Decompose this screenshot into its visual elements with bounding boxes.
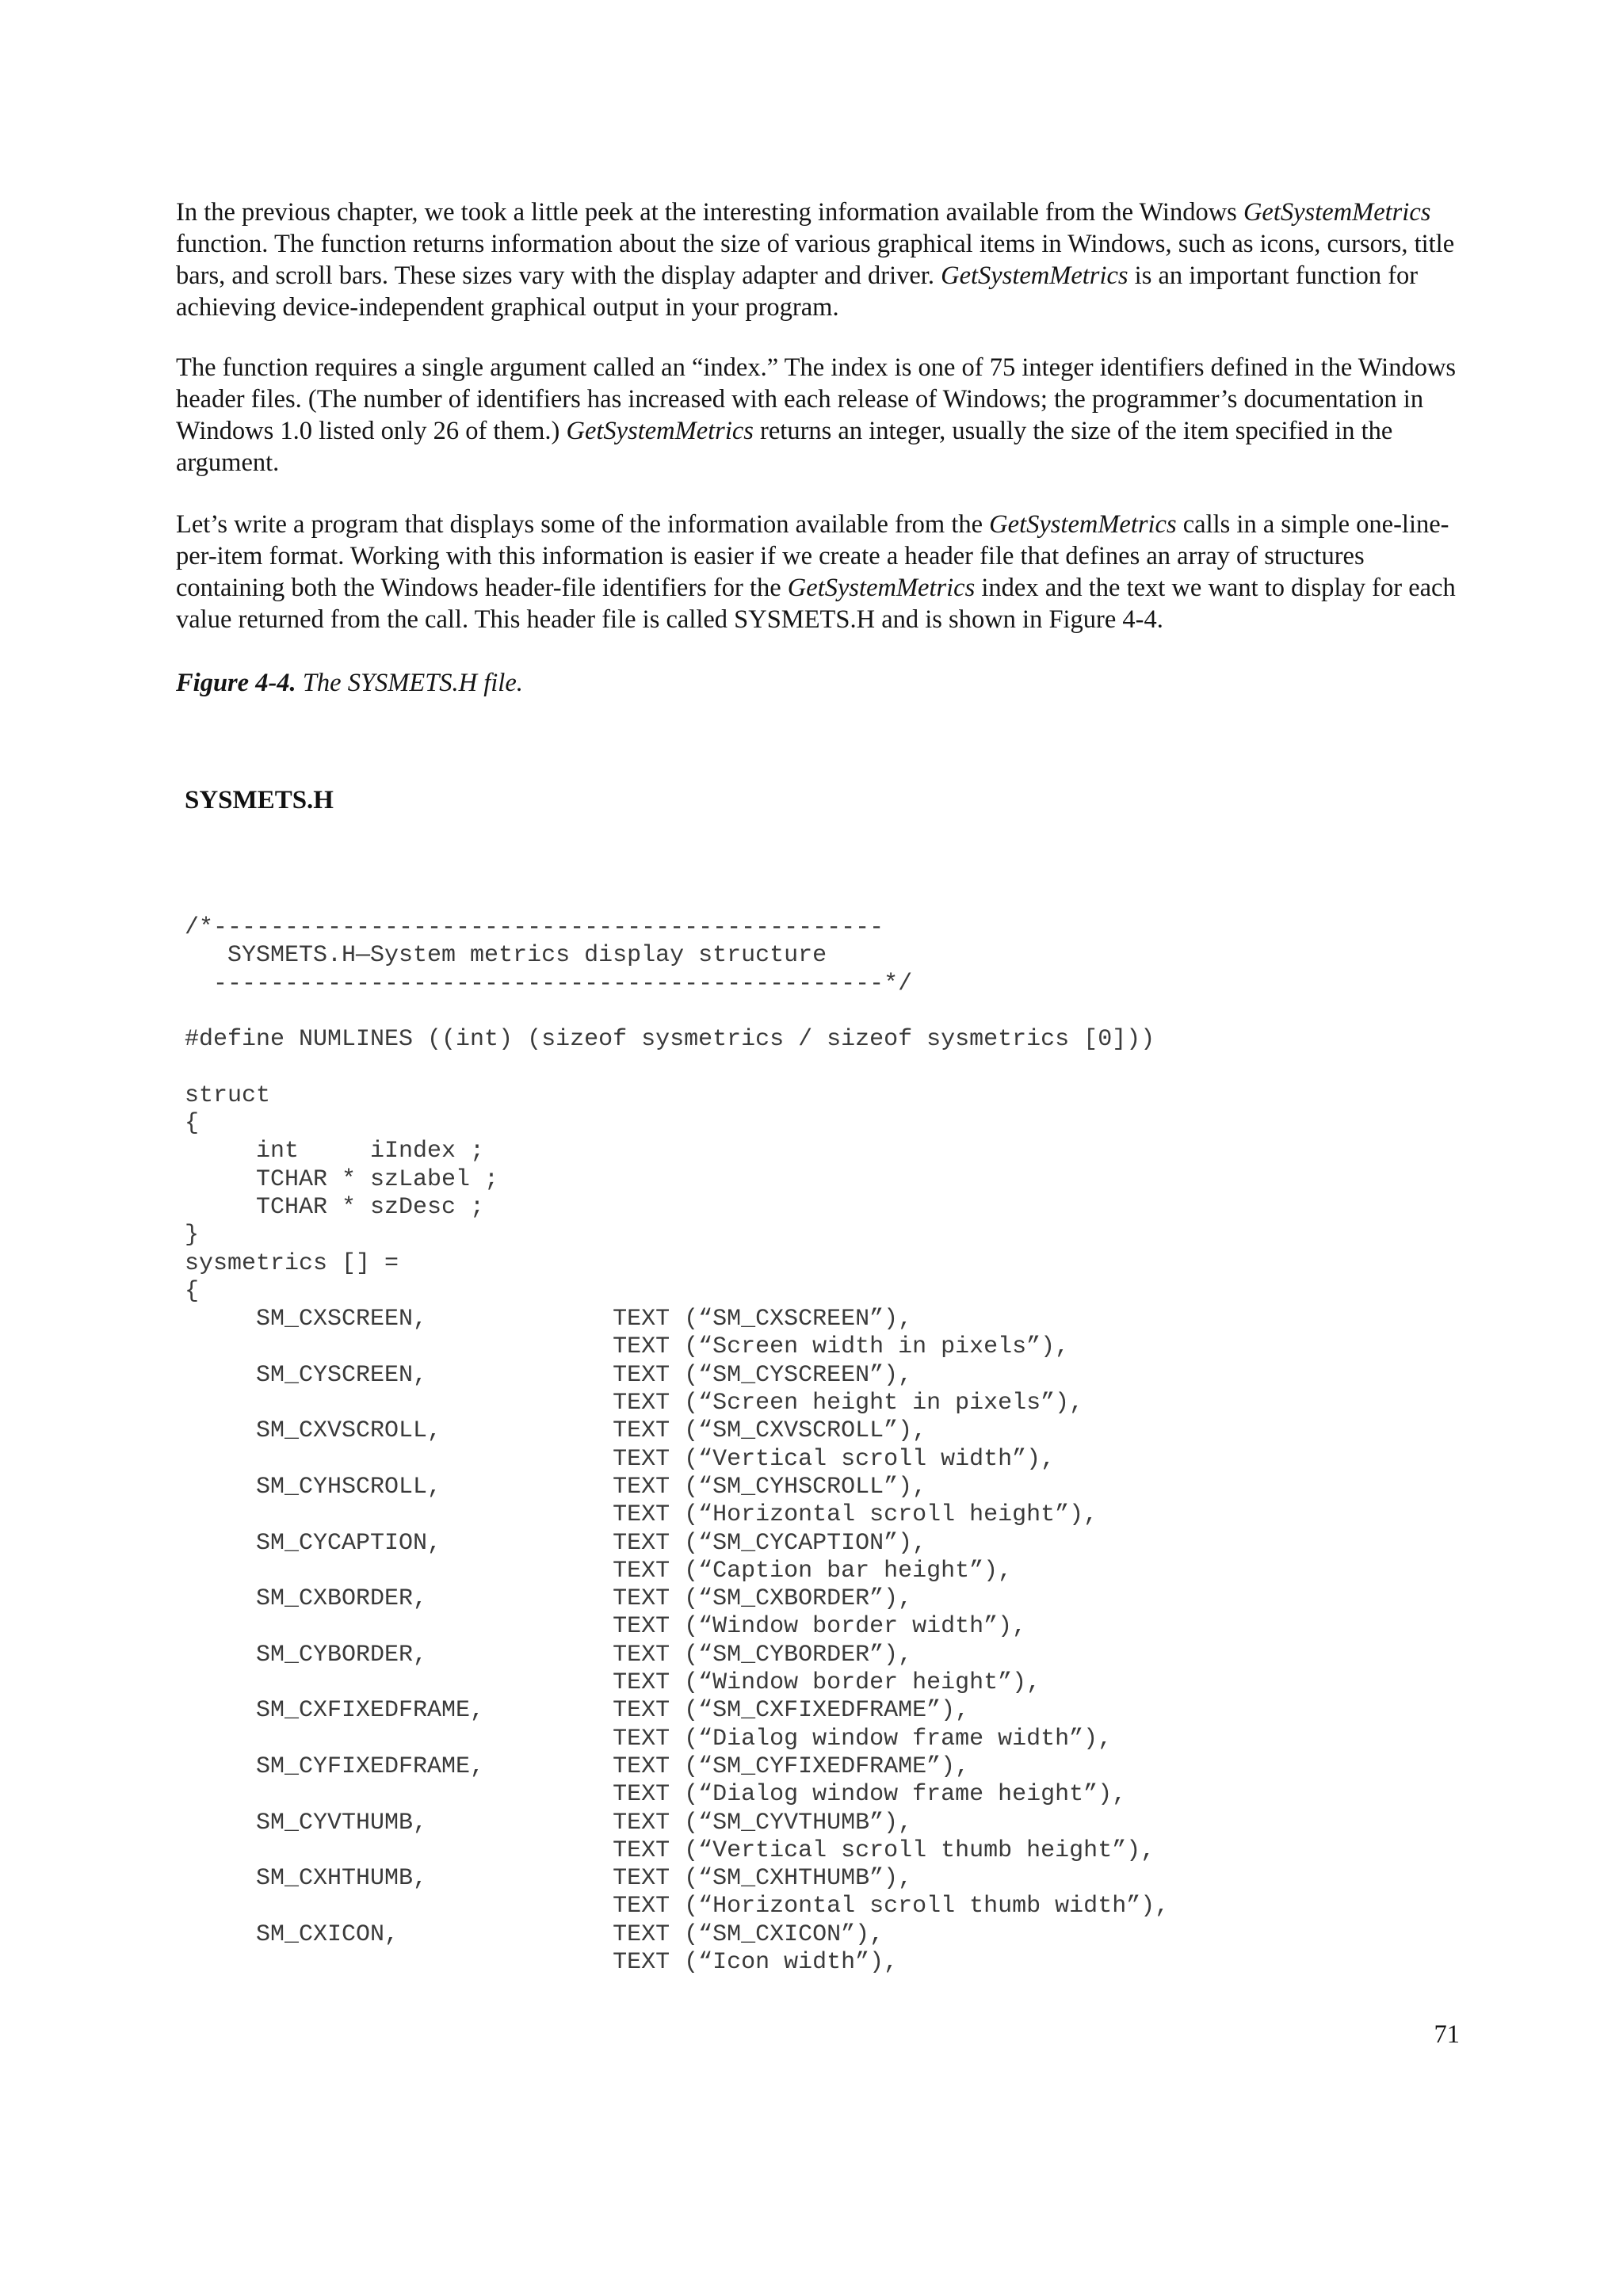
figure-caption-text: The SYSMETS.H file. [296,669,523,697]
code-line: { [185,1277,200,1305]
code-line: struct [185,1081,271,1109]
code-line [185,998,1169,1026]
code-line: TEXT (“Screen width in pixels”), [185,1333,1070,1361]
code-line: SM_CYFIXEDFRAME, TEXT (“SM_CYFIXEDFRAME”), [185,1753,970,1780]
code-listing-title: SYSMETS.H [185,786,334,814]
code-line: TEXT (“Window border height”), [185,1669,1041,1697]
code-line: /*----------------------------------------------- [185,914,884,941]
code-line: int iIndex ; [185,1138,485,1165]
code-line: TEXT (“Vertical scroll thumb height”), [185,1836,1155,1864]
text-run: In the previous chapter, we took a little peek at the interesting information available from the Windows [176,198,1243,227]
code-line: SM_CXSCREEN, TEXT (“SM_CXSCREEN”), [185,1306,913,1333]
paragraph-text [176,196,1460,323]
code-line: TEXT (“Icon width”), [185,1948,899,1976]
code-line: TEXT (“Screen height in pixels”), [185,1390,1084,1417]
body-paragraph-2 [176,352,1460,479]
code-line: SM_CYVTHUMB, TEXT (“SM_CYVTHUMB”), [185,1809,913,1836]
body-paragraph-1 [176,196,1460,323]
function-name-italic: GetSystemMetrics [566,417,754,445]
text-run: returns an integer, usually the size of the item specified in the argument. [176,417,1393,477]
code-line: SM_CXFIXEDFRAME, TEXT (“SM_CXFIXEDFRAME”), [185,1697,970,1725]
code-line: TEXT (“Horizontal scroll height”), [185,1501,1098,1529]
code-line: SM_CYHSCROLL, TEXT (“SM_CYHSCROLL”), [185,1473,927,1501]
code-line: SM_CXBORDER, TEXT (“SM_CXBORDER”), [185,1585,913,1613]
code-line: SM_CXICON, TEXT (“SM_CXICON”), [185,1920,884,1948]
figure-caption [176,667,1460,699]
code-line: sysmetrics [] = [185,1249,399,1277]
code-line: TEXT (“Caption bar height”), [185,1557,1013,1585]
body-paragraph-3 [176,509,1460,635]
code-listing [185,914,1169,1977]
text-run: function. The function returns information about the size of various graphical items in Windows, such as icons, cursors, title bars, and scroll bars. These sizes vary with the display adapter and driver. [176,230,1455,290]
code-line: TEXT (“Dialog window frame height”), [185,1781,1127,1809]
code-line: SM_CYCAPTION, TEXT (“SM_CYCAPTION”), [185,1529,927,1557]
function-name-italic: GetSystemMetrics [787,574,976,602]
page-number: 71 [1434,2020,1460,2049]
code-line: SM_CYBORDER, TEXT (“SM_CYBORDER”), [185,1641,913,1669]
function-name-italic: GetSystemMetrics [1243,198,1431,227]
code-line: SYSMETS.H—System metrics display structure [185,942,827,970]
code-line: TEXT (“Dialog window frame width”), [185,1725,1113,1753]
figure-label: Figure 4-4. [176,669,296,697]
code-line: SM_CXHTHUMB, TEXT (“SM_CXHTHUMB”), [185,1865,913,1893]
code-line: { [185,1110,200,1138]
code-line: #define NUMLINES ((int) (sizeof sysmetrics / sizeof sysmetrics [0])) [185,1026,1155,1054]
paragraph-text [176,352,1460,479]
code-line: TCHAR * szDesc ; [185,1193,485,1221]
code-line: TEXT (“Vertical scroll width”), [185,1445,1056,1473]
text-run: index and the text we want to display for each value returned from the call. This header file is called SYSMETS.H and is shown in Figure 4-4. [176,574,1456,634]
text-run: Let’s write a program that displays some of the information available from the [176,510,990,539]
code-line: SM_CXVSCROLL, TEXT (“SM_CXVSCROLL”), [185,1417,927,1445]
text-run: calls in a simple one-line-per-item format. Working with this information is easier if we create a header file that defines an array of structures containing both the Windows header-file identifiers for the [176,510,1449,602]
text-run: is an important function for achieving device-independent graphical output in your program. [176,261,1419,322]
paragraph-text [176,509,1460,635]
function-name-italic: GetSystemMetrics [989,510,1177,539]
code-line: TEXT (“Window border width”), [185,1613,1027,1641]
code-line: TCHAR * szLabel ; [185,1165,499,1193]
code-line: TEXT (“Horizontal scroll thumb width”), [185,1893,1170,1920]
text-run: The function requires a single argument called an “index.” The index is one of 75 integer identifiers defined in the Windows header files. (The number of identifiers has increased with each release of Windows; the programmer’s documentation in Windows 1.0 listed only 26 of them.) [176,353,1457,445]
code-line [185,1054,1169,1081]
code-line: } [185,1222,200,1249]
code-line: SM_CYSCREEN, TEXT (“SM_CYSCREEN”), [185,1361,913,1389]
function-name-italic: GetSystemMetrics [941,261,1128,290]
code-line: -----------------------------------------------*/ [185,970,913,997]
